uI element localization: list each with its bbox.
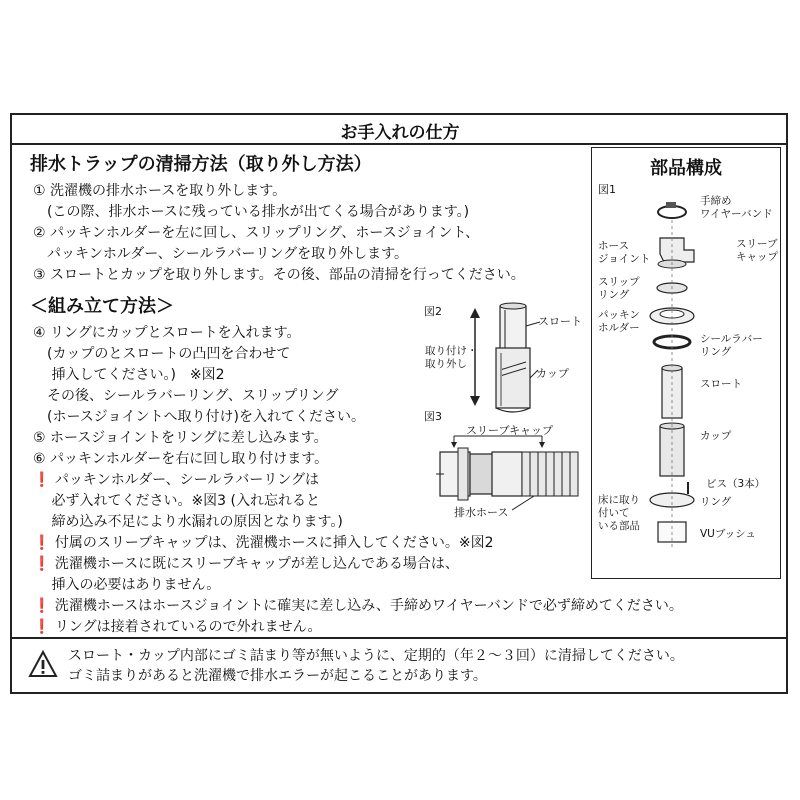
part-sleeve-cap-label-1: スリーブ xyxy=(736,238,778,250)
removal-line-4: パッキンホルダー、シールラバーリングを取り外します。 xyxy=(33,246,409,262)
fig2-action-label-1: 取り付け・ xyxy=(425,345,478,357)
assembly-line-14: ❗ 洗濯機ホースはホースジョイントに確実に差し込み、手締めワイヤーバンドで必ず締めてください。 xyxy=(33,598,683,614)
caution-line-1: スロート・カップ内部にゴミ詰まり等が無いように、定期的（年２～３回）に清掃してください。 xyxy=(68,648,684,664)
part-wire-band-label-1: 手締め xyxy=(700,195,732,207)
caution-line-2: ゴミ詰まりがあると洗濯機で排水エラーが起こることがあります。 xyxy=(68,668,487,684)
caution-divider xyxy=(10,637,788,639)
part-packing-holder-label-2: ホルダー xyxy=(598,322,640,334)
part-screw-label: ビス（3本） xyxy=(706,478,766,490)
part-seal-rubber-label-1: シールラバー xyxy=(700,333,763,345)
part-ring-label: リング xyxy=(700,496,732,508)
part-cup-label: カップ xyxy=(700,430,732,442)
part-floor-label-1: 床に取り xyxy=(598,494,640,506)
assembly-line-15: ❗ リングは接着されているので外れません。 xyxy=(33,619,322,635)
title-divider xyxy=(10,143,788,145)
parts-heading: 部品構成 xyxy=(650,158,722,179)
removal-line-5: ③ スロートとカップを取り外します。その後、部品の清掃を行ってください。 xyxy=(33,267,525,283)
removal-heading: 排水トラップの清掃方法（取り外し方法） xyxy=(30,154,372,175)
assembly-line-9: 必ず入れてください。※図3 (入れ忘れると xyxy=(33,493,320,509)
fig2-action-label-2: 取り外し xyxy=(425,358,467,370)
assembly-line-1: ④ リングにカップとスロートを入れます。 xyxy=(33,325,301,341)
assembly-line-13: 挿入の必要はありません。 xyxy=(33,577,221,593)
removal-line-2: (この際、排水ホースに残っている排水が出てくる場合があります。) xyxy=(33,204,470,220)
part-slip-ring-label-1: スリップ xyxy=(598,276,640,288)
part-floor-label-3: いる部品 xyxy=(598,520,640,532)
page-title: お手入れの仕方 xyxy=(340,123,460,143)
part-hose-joint-label-2: ジョイント xyxy=(598,253,651,265)
fig3-drain-hose-label: 排水ホース xyxy=(454,506,509,519)
removal-line-3: ② パッキンホルダーを左に回し、スリップリング、ホースジョイント、 xyxy=(33,225,480,241)
fig2-label: 図2 xyxy=(424,305,442,318)
part-seal-rubber-label-2: リング xyxy=(700,346,732,358)
assembly-line-6: ⑤ ホースジョイントをリングに差し込みます。 xyxy=(33,430,328,446)
assembly-line-4: その後、シールラバーリング、スリップリング xyxy=(33,388,339,404)
part-sleeve-cap-label-2: キャップ xyxy=(736,251,778,263)
part-packing-holder-label-1: パッキン xyxy=(598,309,640,321)
assembly-line-5: (ホースジョイントへ取り付け)を入れてください。 xyxy=(33,409,365,425)
warning-triangle-icon xyxy=(28,650,58,678)
fig3-label: 図3 xyxy=(424,410,442,423)
part-floor-label-2: 付いて xyxy=(598,507,630,519)
part-hose-joint-label-1: ホース xyxy=(598,240,629,252)
assembly-line-2: (カップのとスロートの凸凹を合わせて xyxy=(33,346,291,362)
fig2-cup-label: カップ xyxy=(536,367,569,380)
fig3-sleeve-cap-label: スリーブキャップ xyxy=(466,424,554,437)
fig2-throat-label: スロート xyxy=(538,315,582,328)
assembly-line-10: 締め込み不足により水漏れの原因となります。) xyxy=(33,514,343,530)
assembly-line-7: ⑥ パッキンホルダーを右に回し取り付けます。 xyxy=(33,451,329,467)
part-vu-bushing-label: VUブッシュ xyxy=(700,528,756,540)
parts-fig-label: 図1 xyxy=(598,183,616,196)
assembly-line-12: ❗ 洗濯機ホースに既にスリーブキャップが差し込んである場合は、 xyxy=(33,556,459,572)
assembly-line-3: 挿入してください。) ※図2 xyxy=(33,367,225,383)
part-slip-ring-label-2: リング xyxy=(598,289,630,301)
part-wire-band-label-2: ワイヤーバンド xyxy=(700,208,773,220)
removal-line-1: ① 洗濯機の排水ホースを取り外します。 xyxy=(33,183,287,199)
assembly-line-8: ❗ パッキンホルダー、シールラバーリングは xyxy=(33,472,320,488)
part-throat-label: スロート xyxy=(700,378,742,390)
assembly-heading: ＜組み立て方法＞ xyxy=(30,296,174,317)
assembly-line-11: ❗ 付属のスリーブキャップは、洗濯機ホースに挿入してください。※図2 xyxy=(33,535,494,551)
